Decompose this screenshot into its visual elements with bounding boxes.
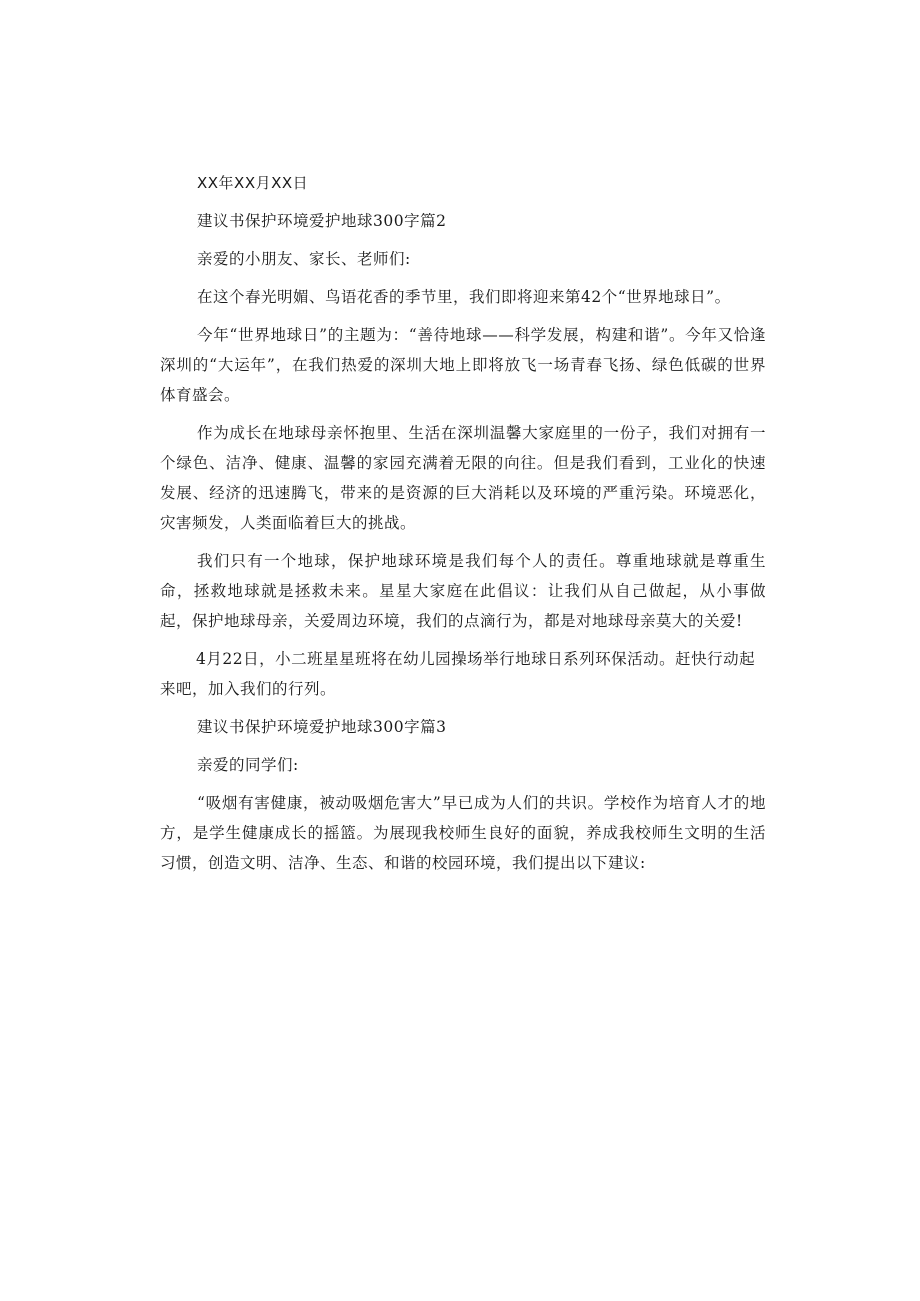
document-body bbox=[160, 168, 766, 886]
section-2-greeting: 亲爱的小朋友、家长、老师们: bbox=[197, 250, 411, 268]
section-2-title: 建议书保护环境爱护地球300字篇2 bbox=[197, 212, 447, 230]
section-2-paragraph-5: 4月22日，小二班星星班将在幼儿园操场举行地球日系列环保活动。赶快行动起来吧，加入我们的行列。 bbox=[160, 650, 756, 698]
section-3-greeting: 亲爱的同学们: bbox=[197, 756, 299, 774]
section-2-paragraph-1: 在这个春光明媚、鸟语花香的季节里，我们即将迎来第42个“世界地球日”。 bbox=[197, 288, 731, 306]
section-3-paragraph-1: “吸烟有害健康，被动吸烟危害大”早已成为人们的共识。学校作为培育人才的地方，是学生健康成长的摇篮。为展现我校师生良好的面貌，养成我校师生文明的生活习惯，创造文明、洁净、生态、和谐的校园环境，我们提出以下建议: bbox=[160, 794, 766, 872]
section-2-paragraph-3: 作为成长在地球母亲怀抱里、生活在深圳温馨大家庭里的一份子，我们对拥有一个绿色、洁净、健康、温馨的家园充满着无限的向往。但是我们看到，工业化的快速发展、经济的迅速腾飞，带来的是资源的巨大消耗以及环境的严重污染。环境恶化，灾害频发，人类面临着巨大的挑战。 bbox=[160, 424, 766, 532]
section-3-title: 建议书保护环境爱护地球300字篇3 bbox=[197, 718, 447, 736]
document-date: XX年XX月XX日 bbox=[197, 174, 309, 192]
section-2-paragraph-4: 我们只有一个地球，保护地球环境是我们每个人的责任。尊重地球就是尊重生命，拯救地球就是拯救未来。星星大家庭在此倡议：让我们从自己做起，从小事做起，保护地球母亲，关爱周边环境，我们的点滴行为，都是对地球母亲莫大的关爱! bbox=[160, 552, 766, 630]
section-2-paragraph-2: 今年“世界地球日”的主题为：“善待地球——科学发展，构建和谐”。今年又恰逢深圳的“大运年”，在我们热爱的深圳大地上即将放飞一场青春飞扬、绿色低碳的世界体育盛会。 bbox=[160, 326, 766, 404]
